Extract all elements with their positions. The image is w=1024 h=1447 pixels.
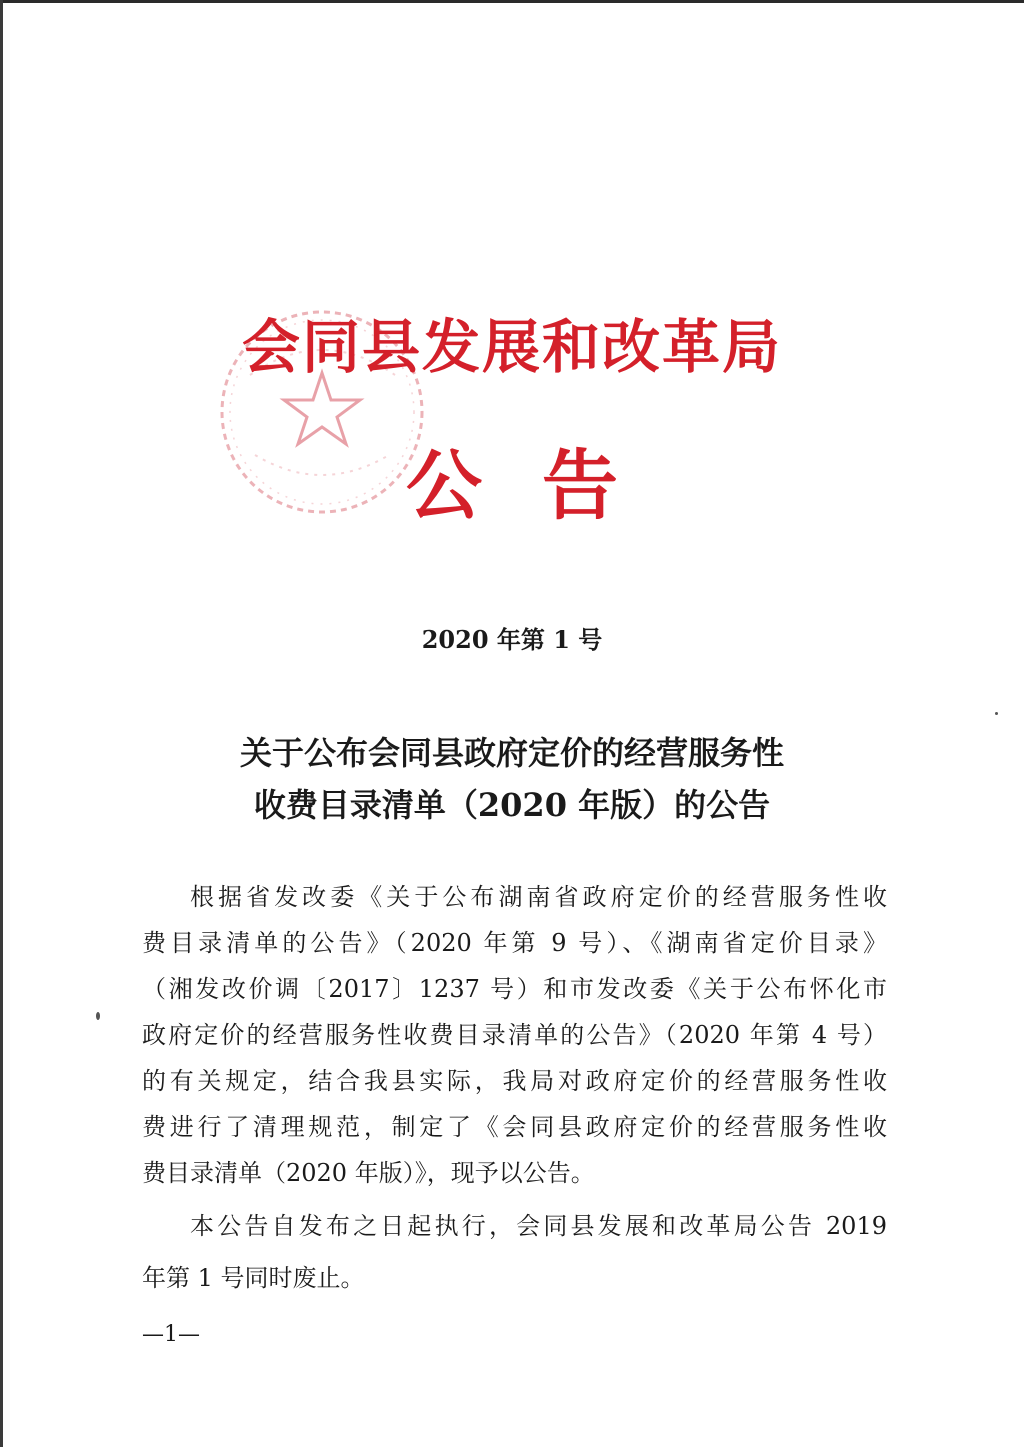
scan-edge-top — [0, 0, 1024, 3]
doc-type-header — [0, 425, 1024, 534]
page-number: —1— — [142, 1322, 200, 1347]
body-line-1: 根据省发改委《关于公布湖南省政府定价的经营服务性收 — [190, 883, 887, 911]
document-title-line-2: 收费目录清单（2020 年版）的公告 — [253, 786, 771, 824]
body-line-2: 费目录清单的公告》（2020 年第 9 号）、《湖南省定价目录》 — [142, 929, 887, 957]
body-line-5: 的有关规定，结合我县实际，我局对政府定价的经营服务性收 — [142, 1067, 887, 1095]
body-line-7: 费目录清单（2020 年版）》，现予以公告。 — [142, 1159, 595, 1187]
body-line-9: 年第 1 号同时废止。 — [142, 1264, 365, 1292]
document-title-line-1: 关于公布会同县政府定价的经营服务性 — [239, 734, 784, 772]
body-line-6: 费进行了清理规范，制定了《会同县政府定价的经营服务性收 — [142, 1113, 887, 1141]
agency-header: 会同县发展和改革局 — [241, 313, 782, 381]
body-line-8: 本公告自发布之日起执行，会同县发展和改革局公告 2019 — [190, 1212, 887, 1240]
scan-speck — [96, 1012, 100, 1020]
body-line-4: 政府定价的经营服务性收费目录清单的公告》（2020 年第 4 号） — [142, 1021, 887, 1049]
doc-type-char-2: 告 — [542, 441, 618, 530]
scan-edge-left — [0, 0, 3, 1447]
doc-type-char-1: 公 — [406, 441, 482, 530]
scan-speck — [995, 712, 998, 715]
document-number: 2020 年第 1 号 — [421, 625, 603, 654]
body-line-3: （湘发改价调〔2017〕1237 号）和市发改委《关于公布怀化市 — [142, 975, 887, 1003]
